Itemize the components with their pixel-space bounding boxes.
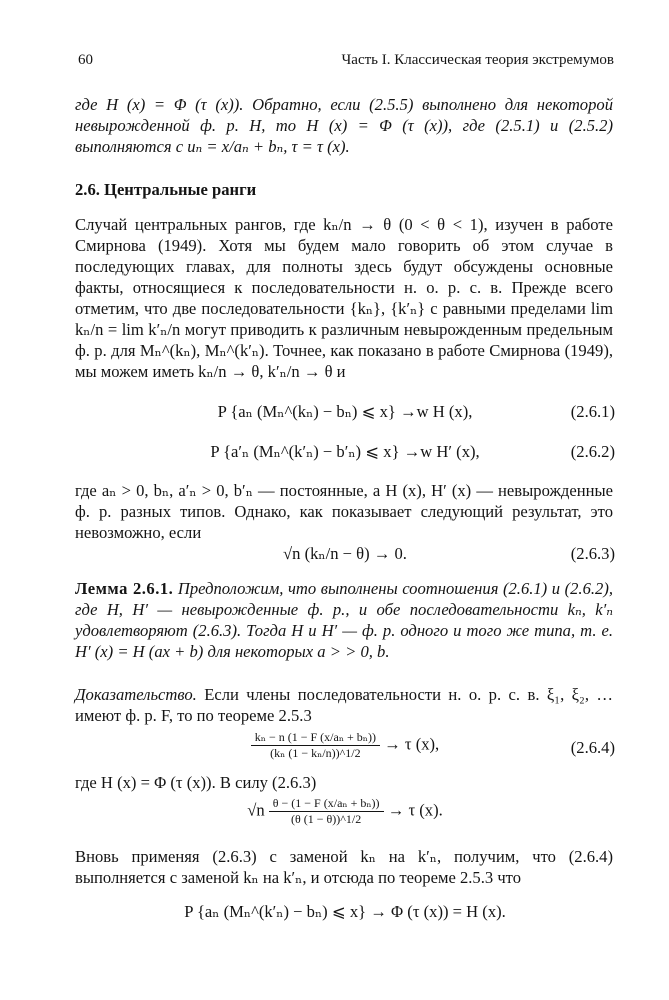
page-header (78, 52, 614, 74)
section-title: 2.6. Центральные ранги (75, 180, 257, 199)
equation-tail: → τ (x), (384, 734, 440, 754)
equation-number: (2.6.2) (570, 442, 615, 461)
equation-2-6-5 (75, 796, 615, 832)
paragraph-by-virtue: где H (x) = Φ (τ (x)). В силу (2.6.3) (75, 773, 317, 792)
equation-2-6-4 (75, 730, 615, 766)
equation-formula: P {aₙ (Mₙ^(kₙ) − bₙ) ⩽ x} →w H (x), (217, 402, 473, 421)
equation-number: (2.6.3) (570, 544, 615, 563)
paragraph-again-applying: Вновь применяя (2.6.3) с заменой kₙ на k′ₙ, получим, что (2.6.4) выполняется с заменой kₙ на k′ₙ, и отсюда по теореме 2.5.3 что (75, 847, 613, 887)
equation-2-6-3 (75, 544, 615, 572)
fraction (269, 796, 384, 827)
sqrt-prefix: √n (247, 800, 265, 820)
intro-paragraph: где H (x) = Φ (τ (x)). Обратно, если (2.5.5) выполнено для некоторой невырожденной ф. р. H, то H (x) = Φ (τ (x)), где (2.5.1) и (2.5.2) выполняются с uₙ = x/aₙ + bₙ, τ = τ (x). (75, 95, 613, 156)
equation-number: (2.6.1) (570, 402, 615, 421)
fraction (251, 730, 380, 761)
equation-2-6-1 (75, 402, 615, 430)
paragraph-constants: где aₙ > 0, bₙ, a′ₙ > 0, b′ₙ — постоянные, а H (x), H′ (x) — невырожденные ф. р. разных типов. Однако, как показывает следующий результат, это невозможно, если (75, 481, 613, 542)
lemma-2-6-1 (75, 578, 613, 662)
equation-final (75, 902, 615, 930)
fraction-numerator: kₙ − n (1 − F (x/aₙ + bₙ)) (251, 730, 380, 746)
paragraph-central-ranks: Случай центральных рангов, где kₙ/n → θ (0 < θ < 1), изучен в работе Смирнова (1949). Хотя мы будем мало говорить об этом случае в последующих главах, для полноты здесь будут обсуждены основные факты, относящиеся к последовательности н. о. р. с. в. Прежде всего отметим, что две последовательности {kₙ}, {k′ₙ} с равными пределами lim kₙ/n = lim k′ₙ/n могут приводить к различным невырожденным предельным ф. р. для Mₙ^(kₙ), Mₙ^(k′ₙ). Точнее, как показано в работе Смирнова (1949), мы можем иметь kₙ/n → θ, k′ₙ/n → θ и (75, 215, 613, 381)
proof-heading: Доказательство. (75, 685, 197, 704)
page-number: 60 (78, 52, 93, 68)
equation-formula (75, 796, 615, 827)
proof-paragraph (75, 684, 613, 726)
fraction-denominator: (θ (1 − θ))^1/2 (291, 812, 362, 826)
equation-formula (75, 730, 615, 761)
equation-formula: √n (kₙ/n − θ) → 0. (283, 544, 407, 563)
equation-formula: P {a′ₙ (Mₙ^(k′ₙ) − b′ₙ) ⩽ x} →w H′ (x), (210, 442, 480, 461)
equation-tail: → τ (x). (387, 800, 443, 820)
equation-number: (2.6.4) (570, 738, 615, 757)
fraction-numerator: θ − (1 − F (x/aₙ + bₙ)) (269, 796, 384, 812)
running-title: Часть I. Классическая теория экстремумов (341, 52, 614, 68)
proof-text: Если члены последовательности н. о. р. с. в. ξ₁, ξ₂, … имеют ф. р. F, то по теореме 2.5.3 (75, 685, 613, 725)
fraction-denominator: (kₙ (1 − kₙ/n))^1/2 (270, 746, 361, 760)
lemma-heading: Лемма 2.6.1. (75, 579, 174, 598)
lemma-text: Предположим, что выполнены соотношения (2.6.1) и (2.6.2), где H, H′ — невырожденные ф. р., и обе последовательности kₙ, k′ₙ удовлетворяют (2.6.3). Тогда H и H′ — ф. р. одного и того же типа, т. е. H′ (x) = H (ax + b) для некоторых a > > 0, b. (75, 579, 613, 661)
equation-formula: P {aₙ (Mₙ^(k′ₙ) − bₙ) ⩽ x} → Φ (τ (x)) = H (x). (184, 902, 506, 921)
equation-2-6-2 (75, 442, 615, 470)
